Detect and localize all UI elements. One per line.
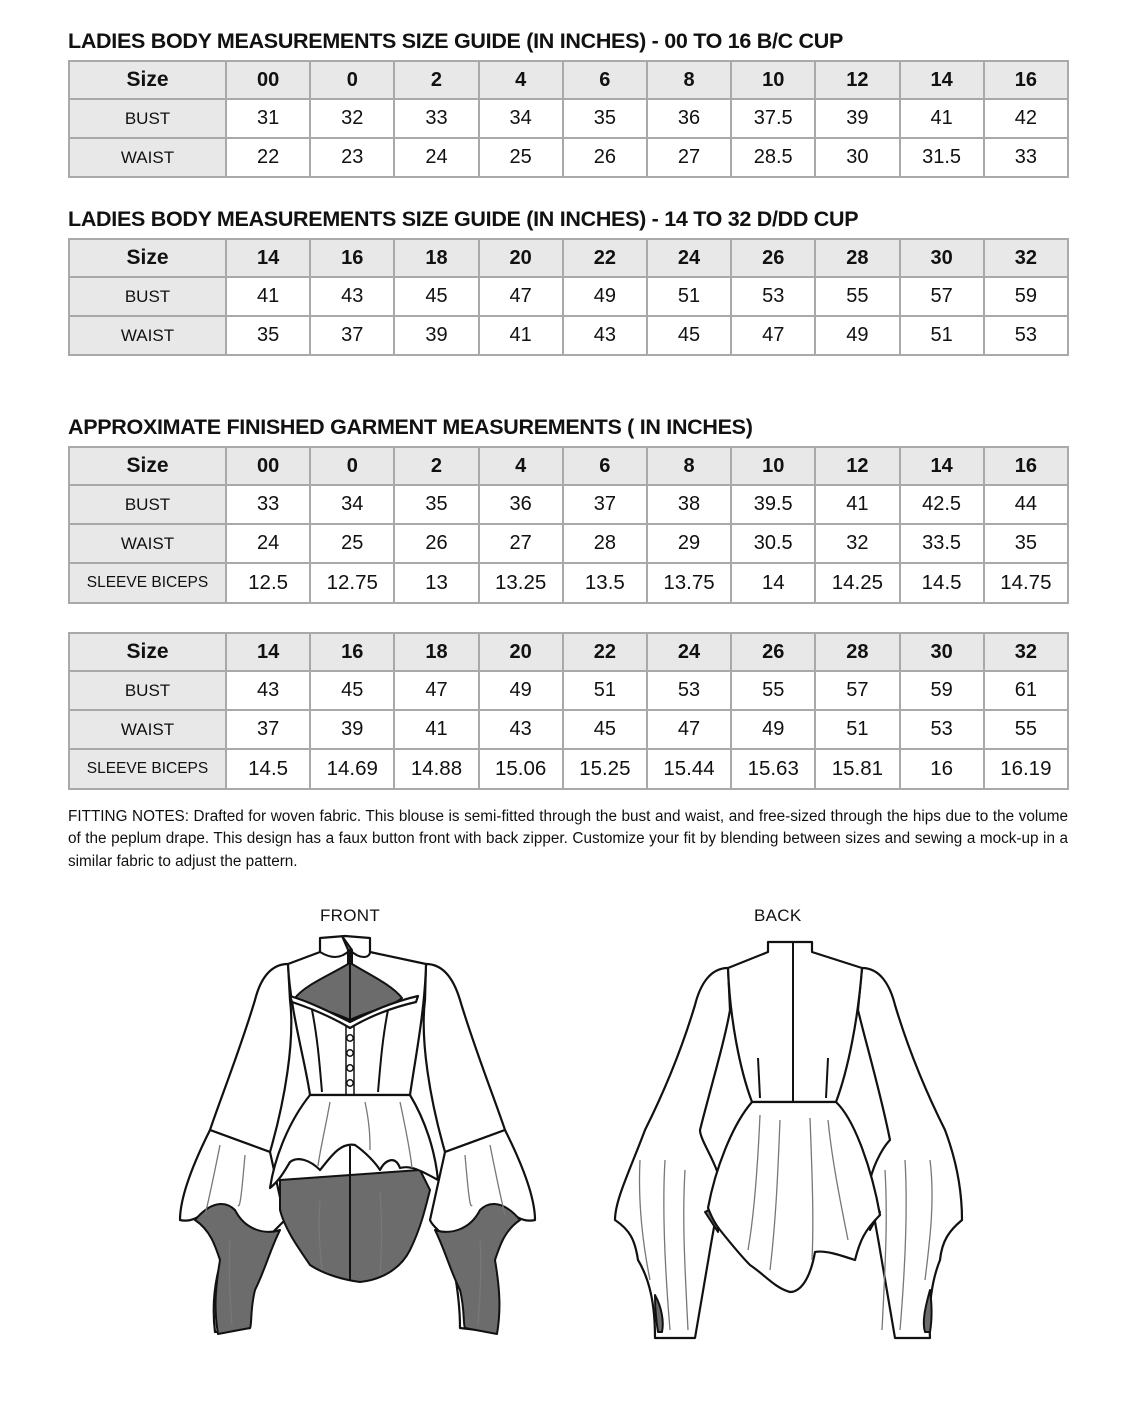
measurement-cell: 30: [815, 138, 899, 177]
size-header-cell: 26: [731, 239, 815, 277]
measurement-cell: 59: [984, 277, 1068, 316]
table-title-body-ddd: LADIES BODY MEASUREMENTS SIZE GUIDE (IN INCHES) - 14 TO 32 D/DD CUP: [68, 207, 859, 231]
size-header-cell: 4: [479, 447, 563, 485]
size-table-finished-garment-14-32: [68, 632, 1069, 790]
measurement-cell: 28: [563, 524, 647, 563]
measurement-cell: 14.5: [226, 749, 310, 789]
measurement-cell: 33: [226, 485, 310, 524]
measurement-cell: 59: [900, 671, 984, 710]
size-header-cell: 18: [394, 239, 478, 277]
table-row: [69, 749, 1068, 789]
measurement-cell: 27: [647, 138, 731, 177]
measurement-cell: 32: [310, 99, 394, 138]
size-header-label: Size: [69, 239, 226, 277]
size-header-label: Size: [69, 447, 226, 485]
table-header-row: [69, 239, 1068, 277]
measurement-cell: 57: [815, 671, 899, 710]
size-header-cell: 26: [731, 633, 815, 671]
size-header-cell: 24: [647, 239, 731, 277]
size-header-cell: 00: [226, 61, 310, 99]
measurement-cell: 45: [647, 316, 731, 355]
measurement-cell: 43: [226, 671, 310, 710]
measurement-cell: 24: [226, 524, 310, 563]
measurement-cell: 47: [479, 277, 563, 316]
measurement-cell: 33.5: [900, 524, 984, 563]
measurement-cell: 44: [984, 485, 1068, 524]
size-table-body-d-dd-cup: [68, 238, 1069, 356]
size-header-cell: 20: [479, 633, 563, 671]
measurement-cell: 47: [647, 710, 731, 749]
measurement-cell: 15.63: [731, 749, 815, 789]
measurement-cell: 15.06: [479, 749, 563, 789]
measurement-cell: 43: [563, 316, 647, 355]
measurement-cell: 33: [984, 138, 1068, 177]
measurement-cell: 23: [310, 138, 394, 177]
measurement-cell: 55: [731, 671, 815, 710]
table-row: [69, 563, 1068, 603]
measurement-cell: 39: [394, 316, 478, 355]
measurement-cell: 47: [731, 316, 815, 355]
row-label: BUST: [69, 99, 226, 138]
size-header-cell: 2: [394, 447, 478, 485]
back-peplum: [708, 1102, 880, 1292]
measurement-cell: 22: [226, 138, 310, 177]
size-header-cell: 14: [226, 633, 310, 671]
size-header-label: Size: [69, 633, 226, 671]
measurement-cell: 15.81: [815, 749, 899, 789]
measurement-cell: 39: [815, 99, 899, 138]
measurement-cell: 15.25: [563, 749, 647, 789]
measurement-cell: 34: [310, 485, 394, 524]
table-row: [69, 138, 1068, 177]
size-header-cell: 4: [479, 61, 563, 99]
button-icon: [347, 1050, 353, 1056]
table-row: [69, 710, 1068, 749]
measurement-cell: 14.69: [310, 749, 394, 789]
measurement-cell: 41: [900, 99, 984, 138]
size-header-cell: 10: [731, 61, 815, 99]
front-view-label: FRONT: [320, 906, 381, 925]
measurement-cell: 14.5: [900, 563, 984, 603]
measurement-cell: 42.5: [900, 485, 984, 524]
button-icon: [347, 1035, 353, 1041]
table-row: [69, 316, 1068, 355]
size-header-cell: 18: [394, 633, 478, 671]
table-row: [69, 671, 1068, 710]
measurement-cell: 36: [647, 99, 731, 138]
measurement-cell: 41: [394, 710, 478, 749]
back-right-sleeve: [858, 968, 962, 1338]
measurement-cell: 51: [815, 710, 899, 749]
measurement-cell: 51: [647, 277, 731, 316]
measurement-cell: 41: [815, 485, 899, 524]
measurement-cell: 55: [984, 710, 1068, 749]
table-row: [69, 524, 1068, 563]
size-header-cell: 30: [900, 239, 984, 277]
size-header-cell: 2: [394, 61, 478, 99]
measurement-cell: 25: [479, 138, 563, 177]
measurement-cell: 41: [479, 316, 563, 355]
row-label: WAIST: [69, 138, 226, 177]
size-header-cell: 28: [815, 633, 899, 671]
measurement-cell: 43: [479, 710, 563, 749]
measurement-cell: 61: [984, 671, 1068, 710]
back-bodice: [728, 942, 862, 1102]
measurement-cell: 15.44: [647, 749, 731, 789]
measurement-cell: 57: [900, 277, 984, 316]
size-table-body-bc-cup: [68, 60, 1069, 178]
size-header-cell: 0: [310, 61, 394, 99]
measurement-cell: 27: [479, 524, 563, 563]
table-row: [69, 485, 1068, 524]
table-title-finished-garment: APPROXIMATE FINISHED GARMENT MEASUREMENTS ( IN INCHES): [68, 415, 753, 439]
measurement-cell: 45: [310, 671, 394, 710]
measurement-cell: 16: [900, 749, 984, 789]
size-header-cell: 8: [647, 447, 731, 485]
size-header-cell: 14: [900, 61, 984, 99]
measurement-cell: 28.5: [731, 138, 815, 177]
measurement-cell: 49: [479, 671, 563, 710]
measurement-cell: 29: [647, 524, 731, 563]
size-header-cell: 10: [731, 447, 815, 485]
front-right-sleeve: [424, 964, 505, 1152]
measurement-cell: 53: [731, 277, 815, 316]
size-header-cell: 30: [900, 633, 984, 671]
measurement-cell: 16.19: [984, 749, 1068, 789]
size-header-cell: 28: [815, 239, 899, 277]
measurement-cell: 34: [479, 99, 563, 138]
back-view-label: BACK: [754, 906, 802, 925]
size-header-cell: 6: [563, 61, 647, 99]
measurement-cell: 14: [731, 563, 815, 603]
size-header-cell: 12: [815, 61, 899, 99]
row-label: BUST: [69, 485, 226, 524]
size-header-cell: 14: [900, 447, 984, 485]
measurement-cell: 26: [563, 138, 647, 177]
measurement-cell: 45: [563, 710, 647, 749]
size-header-cell: 24: [647, 633, 731, 671]
size-header-cell: 16: [984, 447, 1068, 485]
measurement-cell: 38: [647, 485, 731, 524]
row-label: SLEEVE BICEPS: [69, 749, 226, 789]
measurement-cell: 42: [984, 99, 1068, 138]
measurement-cell: 35: [394, 485, 478, 524]
size-header-cell: 16: [310, 633, 394, 671]
table-header-row: [69, 61, 1068, 99]
row-label: BUST: [69, 671, 226, 710]
front-peplum-lining: [280, 1170, 430, 1282]
size-header-cell: 22: [563, 239, 647, 277]
measurement-cell: 32: [815, 524, 899, 563]
measurement-cell: 31: [226, 99, 310, 138]
table-header-row: [69, 633, 1068, 671]
measurement-cell: 45: [394, 277, 478, 316]
measurement-cell: 24: [394, 138, 478, 177]
table-header-row: [69, 447, 1068, 485]
measurement-cell: 49: [815, 316, 899, 355]
size-header-cell: 6: [563, 447, 647, 485]
measurement-cell: 14.25: [815, 563, 899, 603]
measurement-cell: 31.5: [900, 138, 984, 177]
table-title-body-bc: LADIES BODY MEASUREMENTS SIZE GUIDE (IN INCHES) - 00 TO 16 B/C CUP: [68, 29, 844, 53]
measurement-cell: 37: [310, 316, 394, 355]
back-garment-illustration: [600, 930, 970, 1360]
table-row: [69, 99, 1068, 138]
measurement-cell: 49: [731, 710, 815, 749]
measurement-cell: 39.5: [731, 485, 815, 524]
row-label: SLEEVE BICEPS: [69, 563, 226, 603]
measurement-cell: 35: [984, 524, 1068, 563]
measurement-cell: 13.75: [647, 563, 731, 603]
measurement-cell: 51: [900, 316, 984, 355]
size-header-cell: 00: [226, 447, 310, 485]
row-label: BUST: [69, 277, 226, 316]
row-label: WAIST: [69, 710, 226, 749]
button-icon: [347, 1080, 353, 1086]
measurement-cell: 13.25: [479, 563, 563, 603]
measurement-cell: 47: [394, 671, 478, 710]
measurement-cell: 55: [815, 277, 899, 316]
button-icon: [347, 1065, 353, 1071]
measurement-cell: 14.75: [984, 563, 1068, 603]
measurement-cell: 53: [647, 671, 731, 710]
measurement-cell: 13: [394, 563, 478, 603]
measurement-cell: 37: [226, 710, 310, 749]
size-header-cell: 12: [815, 447, 899, 485]
front-garment-illustration: [170, 930, 570, 1360]
measurement-cell: 30.5: [731, 524, 815, 563]
size-header-cell: 32: [984, 633, 1068, 671]
size-header-cell: 14: [226, 239, 310, 277]
measurement-cell: 37.5: [731, 99, 815, 138]
size-header-cell: 16: [984, 61, 1068, 99]
measurement-cell: 35: [563, 99, 647, 138]
measurement-cell: 35: [226, 316, 310, 355]
measurement-cell: 53: [984, 316, 1068, 355]
size-header-cell: 32: [984, 239, 1068, 277]
size-header-cell: 20: [479, 239, 563, 277]
row-label: WAIST: [69, 524, 226, 563]
measurement-cell: 13.5: [563, 563, 647, 603]
measurement-cell: 49: [563, 277, 647, 316]
measurement-cell: 25: [310, 524, 394, 563]
measurement-cell: 36: [479, 485, 563, 524]
measurement-cell: 14.88: [394, 749, 478, 789]
measurement-cell: 41: [226, 277, 310, 316]
size-header-cell: 8: [647, 61, 731, 99]
measurement-cell: 51: [563, 671, 647, 710]
back-left-sleeve: [615, 968, 730, 1338]
measurement-cell: 43: [310, 277, 394, 316]
measurement-cell: 53: [900, 710, 984, 749]
size-header-cell: 16: [310, 239, 394, 277]
table-row: [69, 277, 1068, 316]
measurement-cell: 12.5: [226, 563, 310, 603]
size-header-cell: 0: [310, 447, 394, 485]
measurement-cell: 39: [310, 710, 394, 749]
measurement-cell: 26: [394, 524, 478, 563]
row-label: WAIST: [69, 316, 226, 355]
front-left-sleeve: [210, 964, 291, 1152]
size-header-cell: 22: [563, 633, 647, 671]
measurement-cell: 12.75: [310, 563, 394, 603]
fitting-notes: FITTING NOTES: Drafted for woven fabric. This blouse is semi-fitted through the bust and waist, and free-sized through the hips due to the volume of the peplum drape. This design has a faux button front with back zipper. Customize your fit by blending between sizes and sewing a mock-up in a similar fabric to adjust the pattern.: [68, 808, 1068, 870]
measurement-cell: 37: [563, 485, 647, 524]
size-header-label: Size: [69, 61, 226, 99]
size-table-finished-garment-00-16: [68, 446, 1069, 604]
measurement-cell: 33: [394, 99, 478, 138]
